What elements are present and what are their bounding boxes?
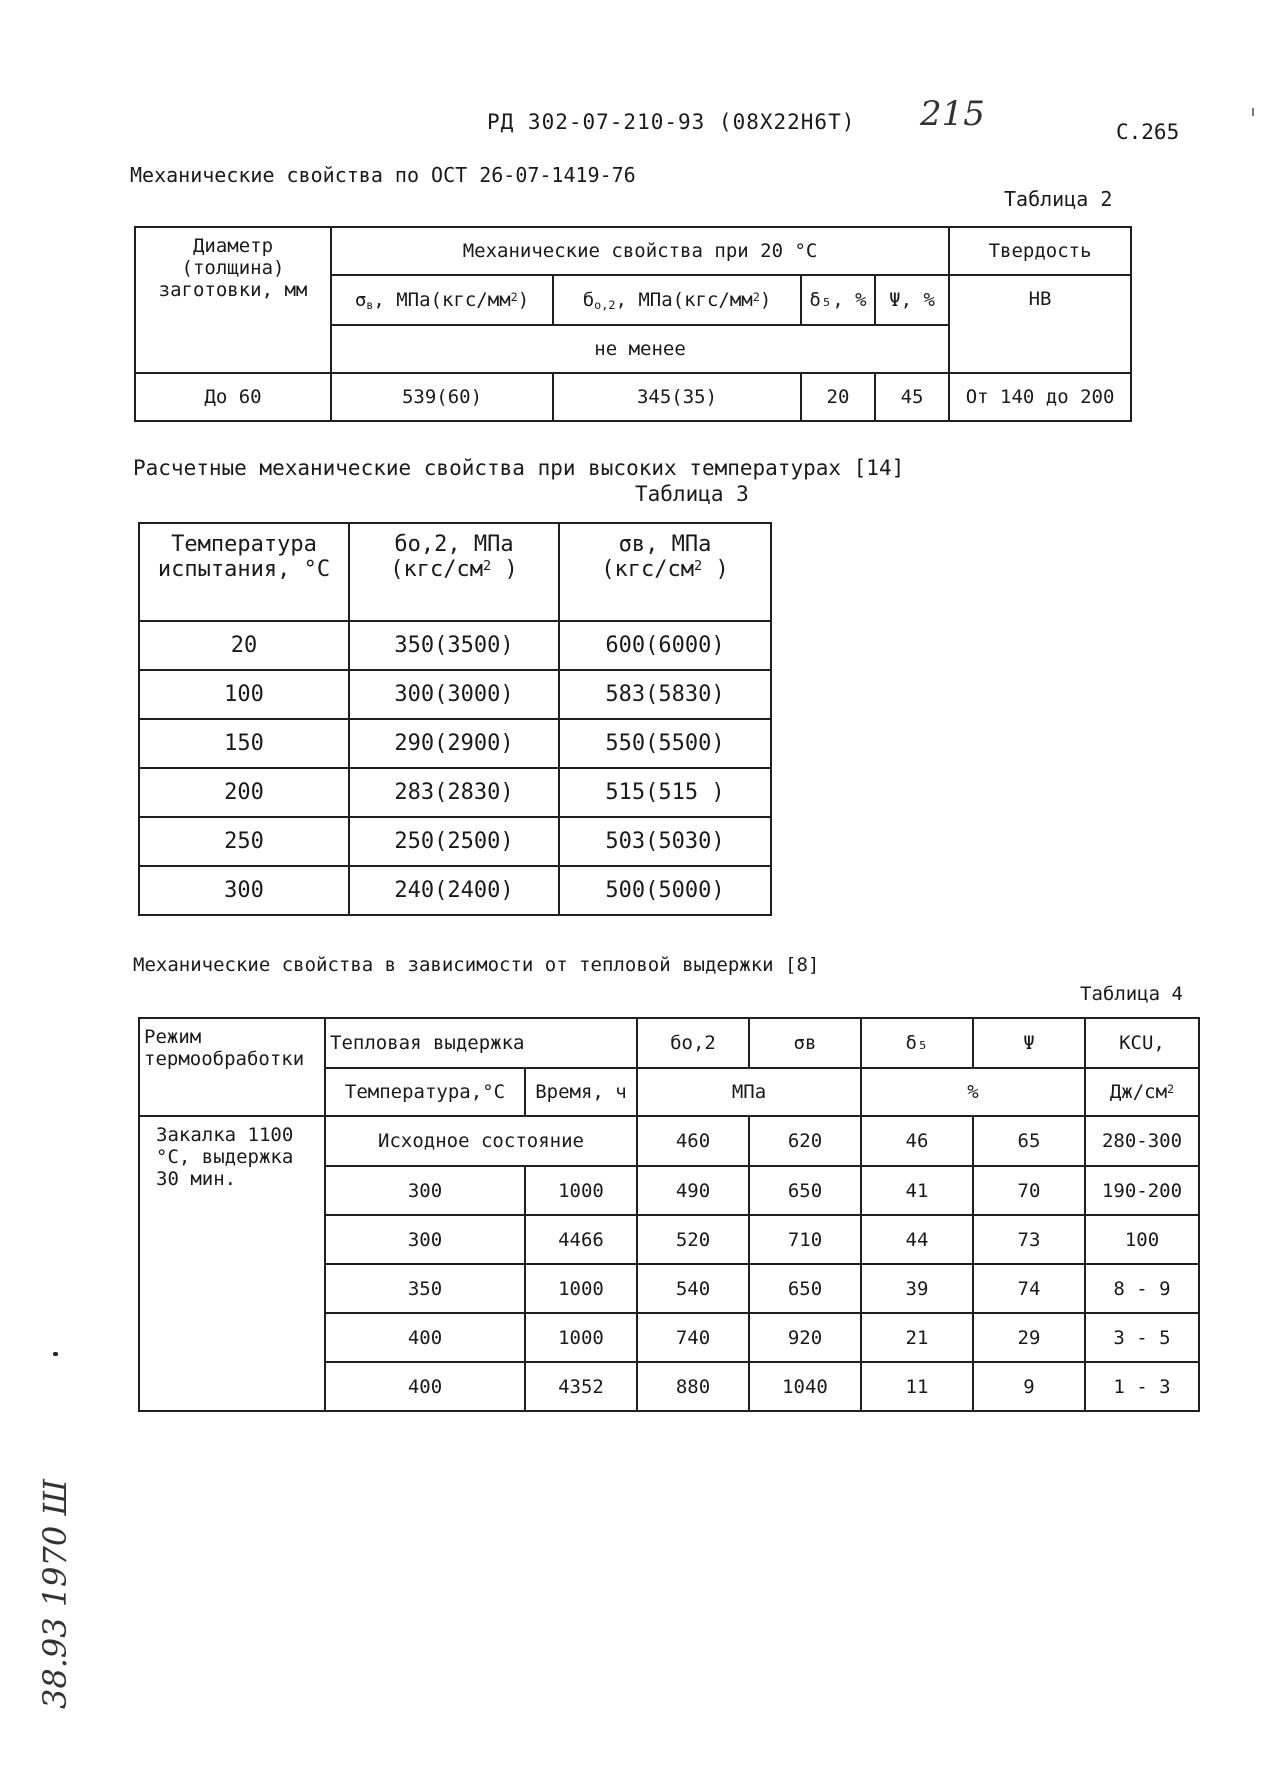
table2-header-sigma-02: бо,2, $МПа(кгс/мм^2)$ [553,275,801,325]
table4-unit-mpa: МПа [637,1068,861,1116]
table-cell: От 140 до 200 [949,373,1131,421]
table-cell: 3 - 5 [1085,1313,1199,1362]
table-cell: 4466 [525,1215,637,1264]
table-cell: 740 [637,1313,749,1362]
table4-header-sigma-02: бо,2 [637,1018,749,1068]
table-cell: 100 [1085,1215,1199,1264]
table-cell: 45 [875,373,949,421]
table-cell: 300 [139,866,349,915]
table-cell: 550(5500) [559,719,771,768]
table-cell: 300(3000) [349,670,559,719]
table4-header-temperature: Температура,°С [325,1068,525,1116]
table-cell: 8 - 9 [1085,1264,1199,1313]
table2-header-hb: НВ [949,275,1131,373]
table-cell: 100 [139,670,349,719]
table-cell: 620 [749,1116,861,1166]
table4-initial-state: Исходное состояние [325,1116,637,1166]
table4-header-heat-hold: Тепловая выдержка [325,1018,637,1068]
table4-header-kcu: KCU, [1085,1018,1199,1068]
table4-unit-percent: % [861,1068,1085,1116]
table-cell: 73 [973,1215,1085,1264]
table3-label: Таблица 3 [635,482,749,506]
table-cell: До 60 [135,373,331,421]
table-cell: 600(6000) [559,621,771,670]
section-title-table4: Механические свойства в зависимости от тепловой выдержки [8] [133,954,820,976]
table-row [139,866,771,915]
table-cell: 583(5830) [559,670,771,719]
table2-header-delta: δ₅, % [801,275,875,325]
table-cell: 240(2400) [349,866,559,915]
table2-header-psi: Ψ, % [875,275,949,325]
table-cell: 20 [801,373,875,421]
table-cell: 350 [325,1264,525,1313]
table-cell: 11 [861,1362,973,1411]
table-cell: 1040 [749,1362,861,1411]
table3-header-temperature: Температура испытания, °С [139,523,349,621]
table-row [139,817,771,866]
table-cell: 345(35) [553,373,801,421]
table2-header-diameter: Диаметр (толщина) заготовки, мм [135,227,331,373]
table-cell: 490 [637,1166,749,1215]
table-cell: 29 [973,1313,1085,1362]
scan-speck [53,1352,58,1356]
table-cell: 540 [637,1264,749,1313]
table-cell: 65 [973,1116,1085,1166]
table-cell: 4352 [525,1362,637,1411]
table-cell: 283(2830) [349,768,559,817]
table4-unit-kcu: $Дж/см^2$ [1085,1068,1199,1116]
handwritten-margin-note: 38.93 1970 Ш [35,1479,74,1709]
table-cell: 503(5030) [559,817,771,866]
table-cell: 515(515 ) [559,768,771,817]
table-cell: 650 [749,1166,861,1215]
table-cell: 250(2500) [349,817,559,866]
table-cell: 200 [139,768,349,817]
section-title-table3: Расчетные механические свойства при высоких температурах [14] [133,456,905,480]
table2-header-hardness: Твердость [949,227,1131,275]
table2-header-sigma-v: σв, $МПа(кгс/мм^2)$ [331,275,553,325]
table4-header-mode: Режим термообработки [139,1018,325,1116]
table-cell: 74 [973,1264,1085,1313]
table4-header-delta: δ₅ [861,1018,973,1068]
table-cell: 300 [325,1166,525,1215]
table-cell: 150 [139,719,349,768]
table-cell: 290(2900) [349,719,559,768]
table-cell: 1000 [525,1264,637,1313]
table-cell: 1 - 3 [1085,1362,1199,1411]
table-cell: 9 [973,1362,1085,1411]
table-cell: 880 [637,1362,749,1411]
table-cell: 650 [749,1264,861,1313]
table2-header-not-less: не менее [331,325,949,373]
table-cell: 46 [861,1116,973,1166]
table-row [139,768,771,817]
table-cell: 70 [973,1166,1085,1215]
table-cell: 39 [861,1264,973,1313]
table-cell: 520 [637,1215,749,1264]
table-row [139,621,771,670]
table-cell: 350(3500) [349,621,559,670]
table2-header-mech-props: Механические свойства при 20 °С [331,227,949,275]
table4-header-sigma-v: σв [749,1018,861,1068]
table-cell: 41 [861,1166,973,1215]
table-cell: 460 [637,1116,749,1166]
scan-speck [1252,108,1254,116]
document-code: РД 302-07-210-93 (08Х22Н6Т) [487,110,856,134]
table-cell: 1000 [525,1166,637,1215]
table-2 [134,226,1132,422]
table-row [139,670,771,719]
page-number: С.265 [1116,120,1180,144]
table-cell: 250 [139,817,349,866]
table3-header-sigma-v: σв, МПа ($кгс/см^2$ ) [559,523,771,621]
section-title-table2: Механические свойства по ОСТ 26-07-1419-76 [130,163,636,187]
table-cell: 400 [325,1362,525,1411]
table-row [139,719,771,768]
table-cell: 920 [749,1313,861,1362]
table-cell: 44 [861,1215,973,1264]
table-3 [138,522,772,916]
table4-header-psi: Ψ [973,1018,1085,1068]
table-row [139,1116,1199,1166]
table-cell: 190-200 [1085,1166,1199,1215]
table4-label: Таблица 4 [1080,983,1183,1005]
table-4 [138,1017,1200,1412]
table4-header-time: Время, ч [525,1068,637,1116]
table4-mode-cell: Закалка 1100 °С, выдержка 30 мин. [139,1116,325,1411]
table-row [135,373,1131,421]
table-cell: 1000 [525,1313,637,1362]
table-cell: 21 [861,1313,973,1362]
table-cell: 20 [139,621,349,670]
table-cell: 539(60) [331,373,553,421]
table-cell: 710 [749,1215,861,1264]
table-cell: 500(5000) [559,866,771,915]
table2-label: Таблица 2 [1004,187,1113,211]
handwritten-page-number: 215 [920,94,985,134]
table-cell: 300 [325,1215,525,1264]
table3-header-sigma-02: бо,2, МПа ($кгс/см^2$ ) [349,523,559,621]
table-cell: 400 [325,1313,525,1362]
table-cell: 280-300 [1085,1116,1199,1166]
